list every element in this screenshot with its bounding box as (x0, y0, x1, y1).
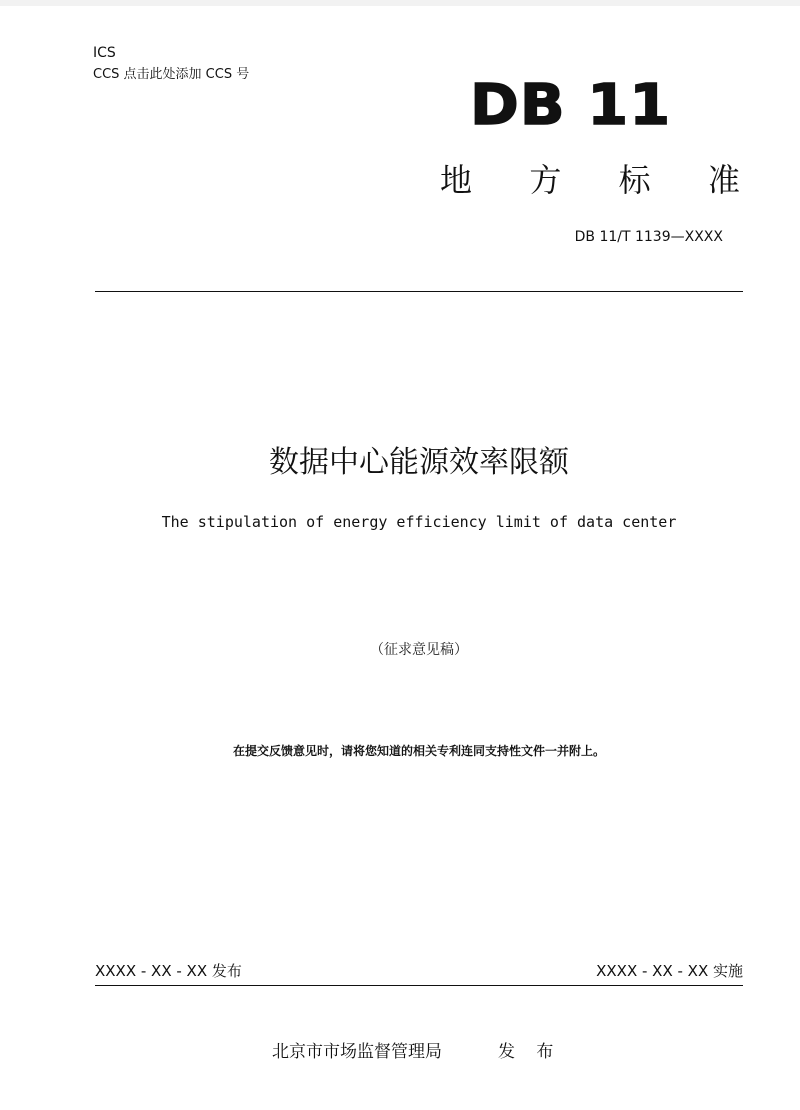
document-title-en: The stipulation of energy efficiency limit of data center (161, 513, 677, 531)
standard-number: DB 11/T 1139—XXXX (574, 229, 723, 245)
implement-date: XXXX - XX - XX 实施 (596, 962, 743, 980)
standard-type-char: 方 (529, 161, 562, 199)
publish-date: XXXX - XX - XX 发布 (95, 962, 242, 980)
document-title-zh: 数据中心能源效率限额 (269, 445, 569, 480)
patent-notice: 在提交反馈意见时，请将您知道的相关专利连同支持性文件一并附上。 (232, 744, 605, 758)
footer-divider (95, 985, 743, 986)
ics-code-label: ICS (93, 45, 116, 61)
header-divider (95, 291, 743, 292)
issue-label: 发 布 (498, 1042, 562, 1062)
draft-status-label: （征求意见稿） (370, 642, 468, 658)
issuing-authority: 北京市市场监督管理局 (272, 1042, 442, 1062)
db11-logo: DB 11 (470, 73, 672, 138)
standard-type-char: 标 (618, 161, 651, 199)
standard-type-heading (440, 160, 740, 200)
standard-type-char: 地 (440, 161, 473, 199)
ccs-code-label: CCS 点击此处添加 CCS 号 (93, 67, 250, 82)
standard-type-char: 准 (707, 161, 740, 199)
